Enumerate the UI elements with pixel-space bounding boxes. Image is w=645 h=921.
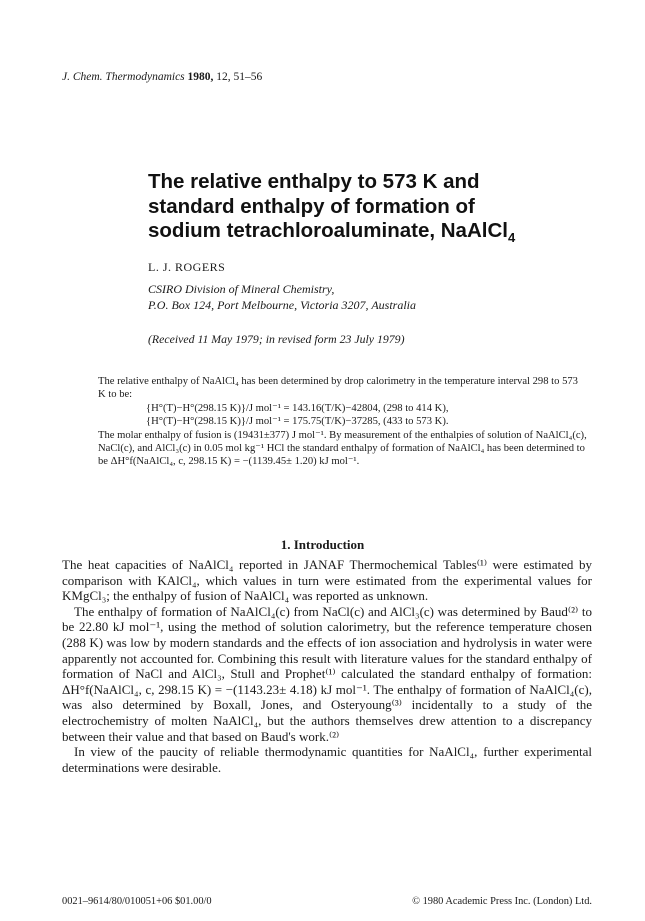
title-line-3-text: sodium tetrachloroaluminate, NaAlCl — [148, 219, 508, 242]
page-footer — [62, 896, 592, 907]
title-subscript: 4 — [507, 230, 516, 246]
footer-copyright: © 1980 Academic Press Inc. (London) Ltd. — [412, 896, 592, 907]
affiliation-line-1: CSIRO Division of Mineral Chemistry, — [148, 282, 335, 296]
affiliation-line-2: P.O. Box 124, Port Melbourne, Victoria 3207, Australia — [148, 298, 416, 312]
journal-name: J. Chem. Thermodynamics — [62, 71, 185, 83]
abstract-intro: The relative enthalpy of NaAlCl₄ has been determined by drop calorimetry in the temperature interval 298 to 573 K to be: — [98, 376, 578, 401]
journal-volume-pages: 12, 51–56 — [216, 71, 263, 83]
footer-code: 0021–9614/80/010051+06 $01.00/0 — [62, 896, 212, 907]
author-affiliation — [148, 281, 416, 313]
received-dates: (Received 11 May 1979; in revised form 23 July 1979) — [148, 332, 405, 346]
abstract-conclusion: The molar enthalpy of fusion is (19431±377) J mol⁻¹. By measurement of the enthalpies of solution of NaAlCl₄(c), NaCl(c), and AlCl₃(c) in 0.05 mol kg⁻¹ HCl the standard enthalpy of formation of NaAlCl₄ has been determined to be ΔH°f(NaAlCl₄, c, 298.15 K) = −(1139.45± 1.20) kJ mol⁻¹. — [98, 429, 587, 468]
abstract-equation-2: {H°(T)−H°(298.15 K)}/J mol⁻¹ = 175.75(T/K)−37285, (433 to 573 K). — [146, 416, 449, 428]
author-name: L. J. ROGERS — [148, 260, 226, 274]
title-line-2: standard enthalpy of formation of — [148, 194, 475, 218]
abstract — [98, 375, 588, 469]
abstract-equation-1: {H°(T)−H°(298.15 K)}/J mol⁻¹ = 143.16(T/K)−42804, (298 to 414 K), — [146, 402, 449, 414]
title-line-1: The relative enthalpy to 573 K and — [148, 170, 480, 193]
journal-year: 1980, — [187, 71, 214, 83]
title-line-3 — [148, 219, 588, 244]
body-text — [62, 557, 592, 775]
paragraph-1: The heat capacities of NaAlCl₄ reported in JANAF Thermochemical Tables⁽¹⁾ were estimated by comparison with KAlCl₄, which values in turn were estimated from the experimental values for KMgCl₃; the enthalpy of fusion of NaAlCl₄ was reported as unknown. — [62, 557, 592, 604]
article-title — [148, 170, 588, 244]
paragraph-2: The enthalpy of formation of NaAlCl₄(c) from NaCl(c) and AlCl₃(c) was determined by Baud⁽²⁾ to be 22.80 kJ mol⁻¹, using the method of solution calorimetry, but the reference temperature chosen (288 K) was low by modern standards and the effects of ion association and hydrolysis in water were apparently not accounted for. Combining this result with literature values for the standard enthalpy of formation of NaCl and AlCl₃, Stull and Prophet⁽¹⁾ calculated the standard enthalpy of formation: ΔH°f(NaAlCl₄, c, 298.15 K) = −(1143.23± 4.18) kJ mol⁻¹. The enthalpy of formation of NaAlCl₄(c), was also determined by Boxall, Jones, and Osteryoung⁽³⁾ incidentally to a study of the electrochemistry of molten NaAlCl₄, but the authors themselves drew attention to a discrepancy between their value and that based on Baud's work.⁽²⁾ — [62, 603, 592, 744]
section-heading: 1. Introduction — [280, 537, 365, 552]
paragraph-3: In view of the paucity of reliable thermodynamic quantities for NaAlCl₄, further experimental determinations were desirable. — [62, 744, 592, 775]
journal-citation — [62, 71, 262, 83]
